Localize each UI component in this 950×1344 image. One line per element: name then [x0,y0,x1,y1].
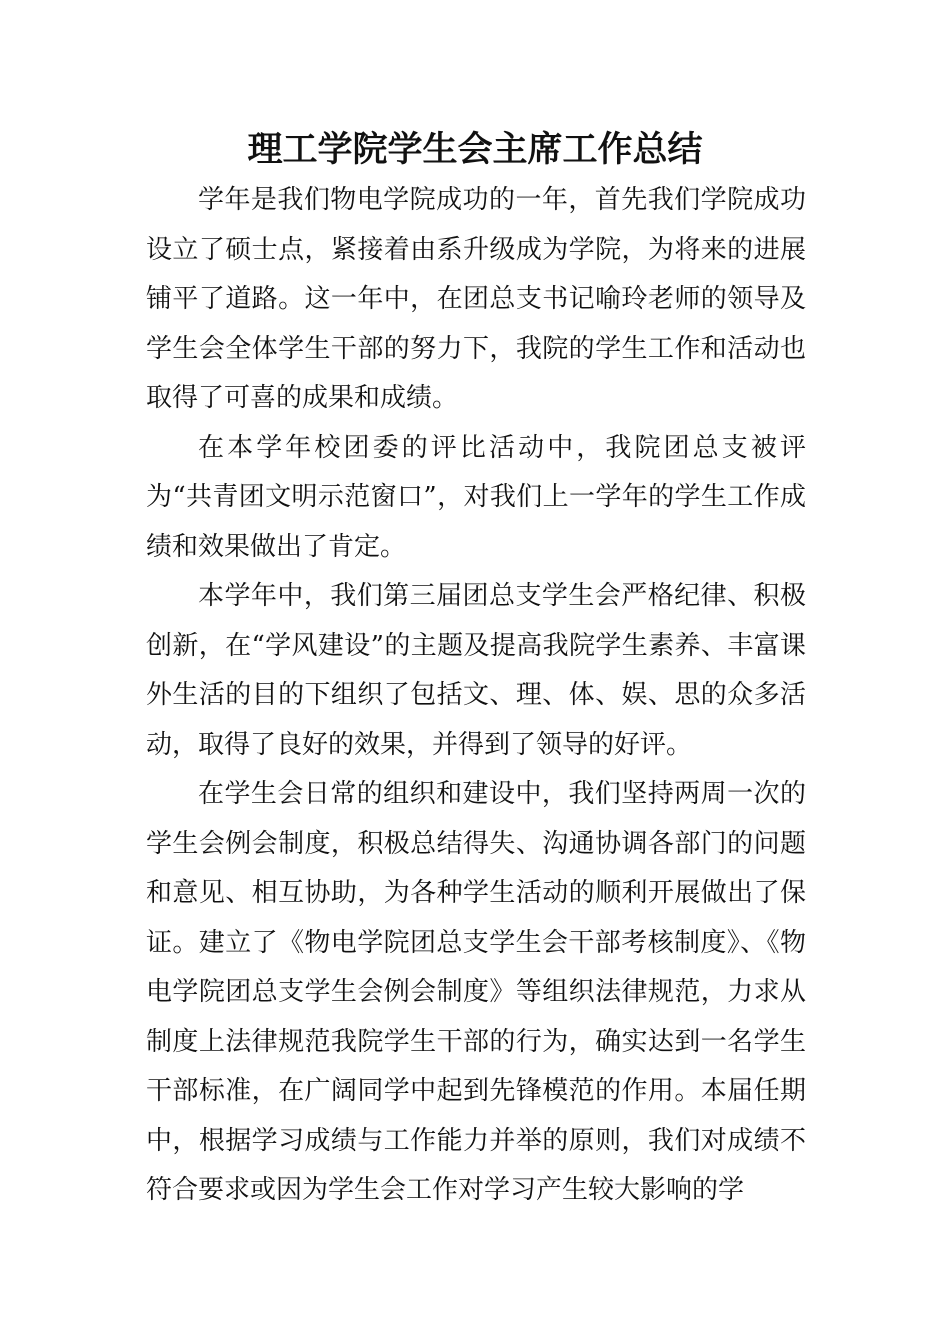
paragraph-2: 在本学年校团委的评比活动中，我院团总支被评为“共青团文明示范窗口”，对我们上一学年的学生工作成绩和效果做出了肯定。 [146,432,806,562]
document-title: 理工学院学生会主席工作总结 [247,130,703,170]
paragraph-3: 本学年中，我们第三届团总支学生会严格纪律、积极创新，在“学风建设”的主题及提高我院学生素养、丰富课外生活的目的下组织了包括文、理、体、娱、思的众多活动，取得了良好的效果，并得到了领导的好评。 [146,581,806,760]
paragraph-4: 在学生会日常的组织和建设中，我们坚持两周一次的学生会例会制度，积极总结得失、沟通协调各部门的问题和意见、相互协助，为各种学生活动的顺利开展做出了保证。建立了《物电学院团总支学生会干部考核制度》、《物电学院团总支学生会例会制度》等组织法律规范，力求从制度上法律规范我院学生干部的行为，确实达到一名学生干部标准，在广阔同学中起到先锋模范的作用。本届任期中，根据学习成绩与工作能力并举的原则，我们对成绩不符合要求或因为学生会工作对学习产生较大影响的学 [146,779,806,1205]
paragraph-1: 学年是我们物电学院成功的一年，首先我们学院成功设立了硕士点，紧接着由系升级成为学院，为将来的进展铺平了道路。这一年中，在团总支书记喻玲老师的领导及学生会全体学生干部的努力下，我院的学生工作和活动也取得了可喜的成果和成绩。 [146,185,806,413]
document-body [146,176,806,1216]
